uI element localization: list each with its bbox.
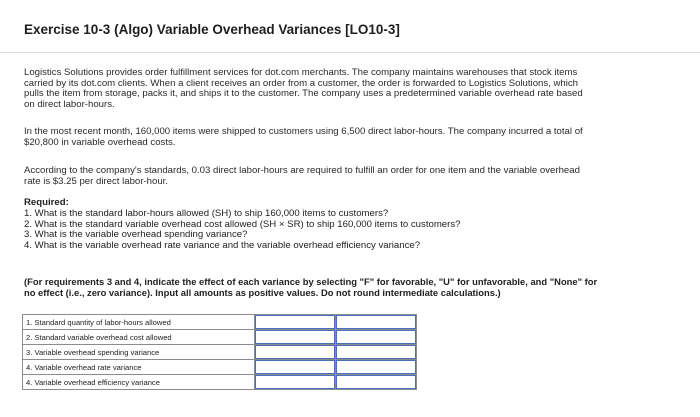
- effect-input[interactable]: [336, 375, 416, 389]
- value-input[interactable]: [255, 315, 335, 329]
- standards-paragraph: [24, 166, 674, 187]
- page-title: Exercise 10-3 (Algo) Variable Overhead Variances [LO10-3]: [24, 22, 400, 37]
- answer-row: [23, 360, 417, 375]
- value-input[interactable]: [255, 360, 335, 374]
- value-input[interactable]: [255, 330, 335, 344]
- instructions-line: no effect (i.e., zero variance). Input all amounts as positive values. Do not round intermediate calculations.): [24, 287, 501, 299]
- header-divider: [0, 52, 700, 53]
- required-item: 1. What is the standard labor-hours allowed (SH) to ship 160,000 items to customers?: [24, 207, 389, 219]
- month-line: In the most recent month, 160,000 items were shipped to customers using 6,500 direct labor-hours. The company incurred a total of: [24, 126, 583, 137]
- answer-row: [23, 315, 417, 330]
- value-input[interactable]: [255, 375, 335, 389]
- intro-line: pulls the item from storage, packs it, and ships it to the customer. The company uses a predetermined variable overhead rate based: [24, 88, 583, 100]
- instructions-line: (For requirements 3 and 4, indicate the effect of each variance by selecting "F" for favorable, "U" for unfavorable, and "None" for: [24, 276, 598, 287]
- required-item: 3. What is the variable overhead spending variance?: [24, 229, 248, 241]
- answer-row: [23, 345, 417, 360]
- effect-input[interactable]: [336, 330, 416, 344]
- answer-row-label: 4. Variable overhead rate variance: [23, 360, 255, 375]
- required-item: 2. What is the standard variable overhead cost allowed (SH × SR) to ship 160,000 items to customers?: [24, 218, 461, 230]
- answer-table: [22, 314, 417, 390]
- answer-row-label: 2. Standard variable overhead cost allowed: [23, 330, 255, 345]
- effect-input[interactable]: [336, 345, 416, 359]
- answer-row-label: 4. Variable overhead efficiency variance: [23, 375, 255, 390]
- standards-line: According to the company's standards, 0.03 direct labor-hours are required to fulfill an order for one item and the variable overhead: [24, 165, 580, 176]
- instructions: [24, 276, 674, 298]
- intro-line: carried by its dot.com clients. When a client receives an order from a customer, the order is forwarded to Logistics Solutions, which: [24, 77, 579, 89]
- value-input[interactable]: [255, 345, 335, 359]
- month-line: $20,800 in variable overhead costs.: [24, 136, 176, 148]
- effect-input[interactable]: [336, 360, 416, 374]
- required-item: 4. What is the variable overhead rate variance and the variable overhead efficiency variance?: [24, 240, 421, 252]
- intro-line: Logistics Solutions provides order fulfillment services for dot.com merchants. The company maintains warehouses that stock items: [24, 67, 578, 78]
- required-section: [24, 198, 674, 252]
- month-data-paragraph: [24, 127, 674, 148]
- answer-row: [23, 375, 417, 390]
- intro-paragraph: [24, 68, 674, 110]
- intro-line: on direct labor-hours.: [24, 98, 115, 110]
- standards-line: rate is $3.25 per direct labor-hour.: [24, 175, 168, 187]
- answer-row: [23, 330, 417, 345]
- required-heading: Required:: [24, 197, 69, 208]
- answer-row-label: 3. Variable overhead spending variance: [23, 345, 255, 360]
- answer-row-label: 1. Standard quantity of labor-hours allowed: [23, 315, 255, 330]
- effect-input[interactable]: [336, 315, 416, 329]
